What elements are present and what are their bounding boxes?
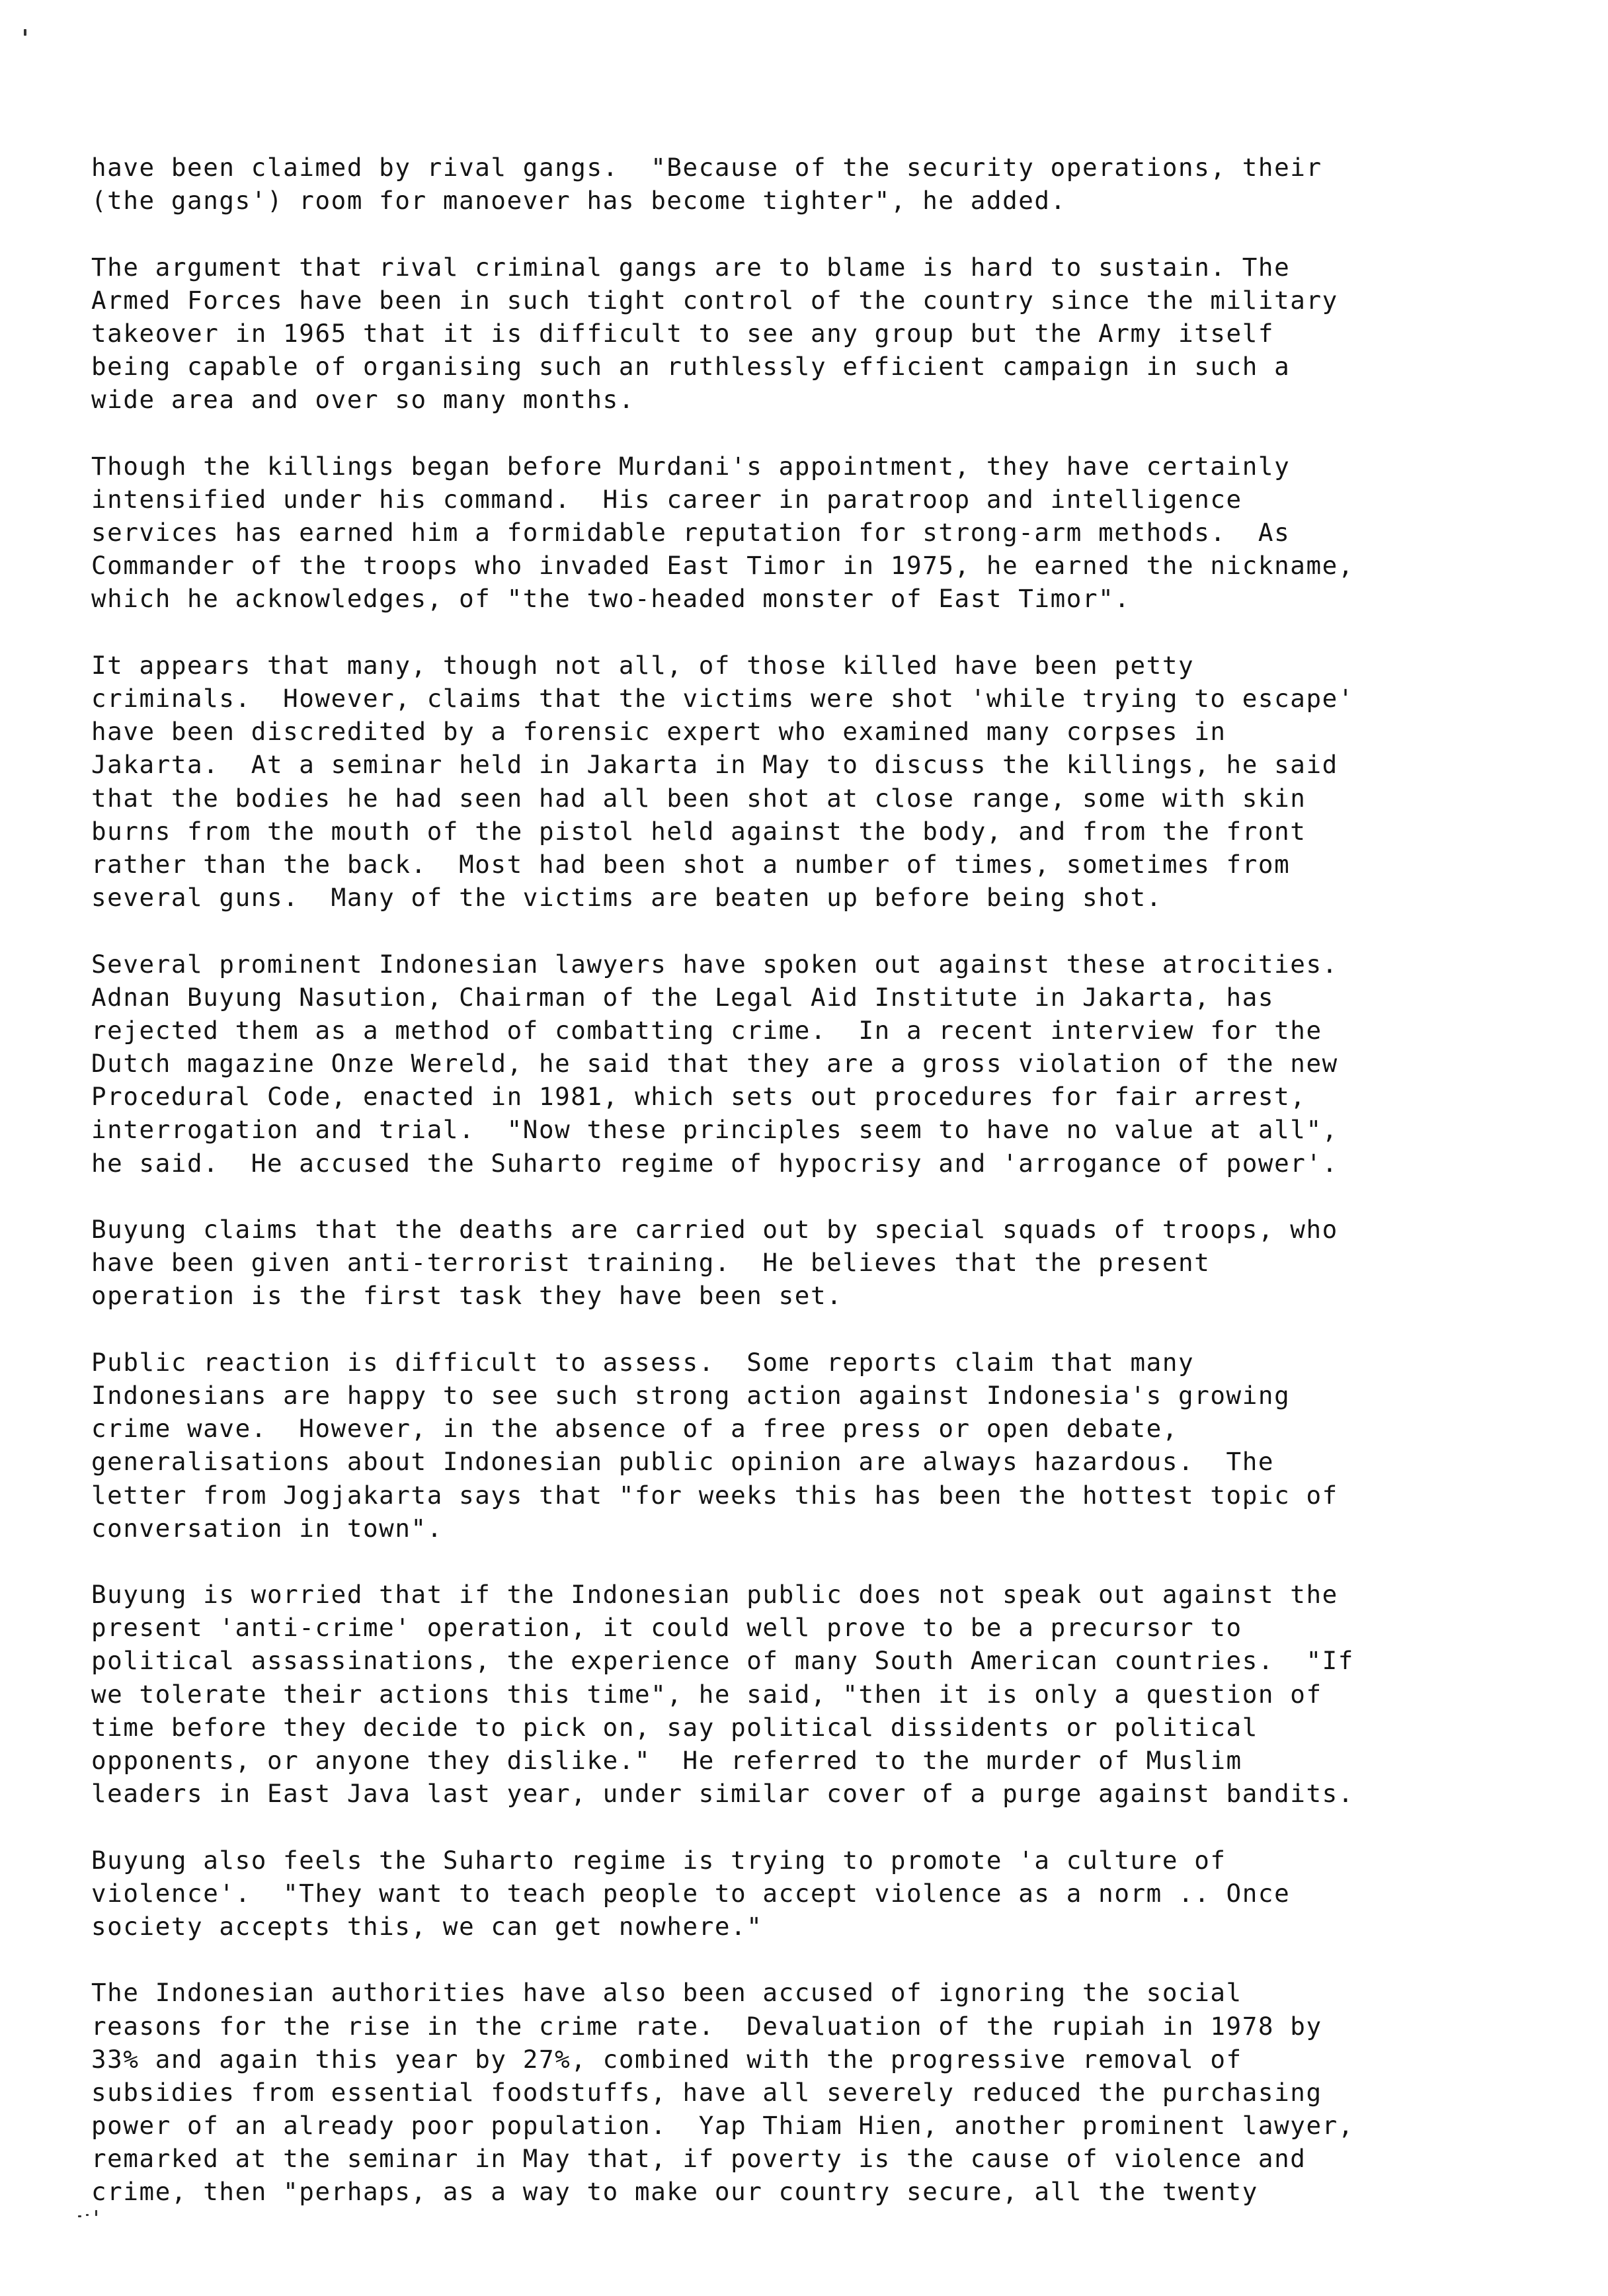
text-line: Dutch magazine Onze Wereld, he said that they are a gross violation of the new [91, 1049, 1338, 1079]
text-line: Procedural Code, enacted in 1981, which sets out procedures for fair arrest, [91, 1082, 1306, 1112]
text-line: political assassinations, the experience of many South American countries. "If [91, 1646, 1354, 1676]
text-line: Indonesians are happy to see such strong action against Indonesia's growing [91, 1380, 1291, 1410]
paragraph [91, 151, 1572, 217]
text-line: 33% and again this year by 27%, combined with the progressive removal of [91, 2044, 1242, 2074]
text-line: have been discredited by a forensic expert who examined many corpses in [91, 717, 1226, 747]
paragraph [91, 948, 1572, 1180]
text-line: wide area and over so many months. [91, 385, 635, 415]
paragraph [91, 1213, 1572, 1313]
text-line: interrogation and trial. "Now these principles seem to have no value at all", [91, 1115, 1338, 1145]
text-line: reasons for the rise in the crime rate. Devaluation of the rupiah in 1978 by [91, 2011, 1322, 2041]
text-line: present 'anti-crime' operation, it could well prove to be a precursor to [91, 1613, 1242, 1643]
text-line: subsidies from essential foodstuffs, have all severely reduced the purchasing [91, 2077, 1322, 2107]
text-line: several guns. Many of the victims are beaten up before being shot. [91, 883, 1162, 913]
text-line: Adnan Buyung Nasution, Chairman of the Legal Aid Institute in Jakarta, has [91, 982, 1275, 1012]
text-line: that the bodies he had seen had all been shot at close range, some with skin [91, 783, 1306, 813]
text-line: letter from Jogjakarta says that "for weeks this has been the hottest topic of [91, 1480, 1338, 1510]
paragraph [91, 1976, 1572, 2208]
text-line: which he acknowledges, of "the two-headed monster of East Timor". [91, 584, 1131, 614]
text-line: (the gangs') room for manoever has become tighter", he added. [91, 186, 1066, 216]
text-line: he said. He accused the Suharto regime of hypocrisy and 'arrogance of power'. [91, 1148, 1338, 1178]
text-line: violence'. "They want to teach people to accept violence as a norm .. Once [91, 1878, 1291, 1908]
text-line: burns from the mouth of the pistol held against the body, and from the front [91, 816, 1306, 846]
text-line: crime wave. However, in the absence of a free press or open debate, [91, 1414, 1179, 1444]
text-line: we tolerate their actions this time", he said, "then it is only a question of [91, 1679, 1322, 1709]
text-line: remarked at the seminar in May that, if poverty is the cause of violence and [91, 2144, 1306, 2174]
text-line: rejected them as a method of combatting crime. In a recent interview for the [91, 1015, 1322, 1045]
text-line: rather than the back. Most had been shot a number of times, sometimes from [91, 849, 1291, 879]
text-line: opponents, or anyone they dislike." He referred to the murder of Muslim [91, 1746, 1242, 1775]
text-line: Jakarta. At a seminar held in Jakarta in May to discuss the killings, he said [91, 750, 1338, 780]
text-line: Buyung also feels the Suharto regime is trying to promote 'a culture of [91, 1845, 1226, 1875]
paragraph [91, 1578, 1572, 1810]
paragraph [91, 1346, 1572, 1545]
speck [86, 2214, 89, 2216]
text-line: society accepts this, we can get nowhere." [91, 1911, 763, 1941]
paragraph [91, 251, 1572, 417]
paragraph [91, 1844, 1572, 1944]
text-line: services has earned him a formidable reputation for strong-arm methods. As [91, 518, 1291, 548]
text-line: It appears that many, though not all, of those killed have been petty [91, 650, 1195, 680]
text-line: leaders in East Java last year, under similar cover of a purge against bandits. [91, 1779, 1354, 1809]
text-line: Commander of the troops who invaded East Timor in 1975, he earned the nickname, [91, 551, 1354, 581]
text-line: The argument that rival criminal gangs are to blame is hard to sustain. The [91, 252, 1291, 282]
text-line: being capable of organising such an ruthlessly efficient campaign in such a [91, 352, 1291, 382]
text-line: The Indonesian authorities have also been accused of ignoring the social [91, 1978, 1242, 2008]
text-line: Though the killings began before Murdani's appointment, they have certainly [91, 451, 1291, 481]
text-line: Public reaction is difficult to assess. Some reports claim that many [91, 1347, 1195, 1377]
text-line: have been given anti-terrorist training. He believes that the present [91, 1248, 1211, 1278]
text-line: have been claimed by rival gangs. "Because of the security operations, their [91, 153, 1322, 182]
text-line: intensified under his command. His career in paratroop and intelligence [91, 484, 1242, 514]
text-line: crime, then "perhaps, as a way to make our country secure, all the twenty [91, 2177, 1258, 2207]
text-line: time before they decide to pick on, say political dissidents or political [91, 1712, 1258, 1742]
text-line: Several prominent Indonesian lawyers have spoken out against these atrocities. [91, 949, 1338, 979]
paragraph [91, 450, 1572, 616]
text-line: Armed Forces have been in such tight control of the country since the military [91, 285, 1338, 315]
text-line: Buyung claims that the deaths are carried out by special squads of troops, who [91, 1215, 1338, 1244]
scan-speck-bottom [75, 2209, 108, 2219]
text-line: conversation in town". [91, 1513, 443, 1543]
text-line: Buyung is worried that if the Indonesian public does not speak out against the [91, 1580, 1338, 1610]
document-body [91, 151, 1572, 2242]
speck [78, 2215, 81, 2217]
scan-speck-top [24, 29, 26, 36]
text-line: generalisations about Indonesian public opinion are always hazardous. The [91, 1447, 1275, 1477]
paragraph [91, 649, 1572, 915]
speck [95, 2210, 97, 2216]
text-line: power of an already poor population. Yap Thiam Hien, another prominent lawyer, [91, 2111, 1354, 2141]
text-line: operation is the first task they have been set. [91, 1281, 843, 1311]
text-line: takeover in 1965 that it is difficult to see any group but the Army itself [91, 318, 1275, 348]
text-line: criminals. However, claims that the victims were shot 'while trying to escape' [91, 684, 1354, 713]
